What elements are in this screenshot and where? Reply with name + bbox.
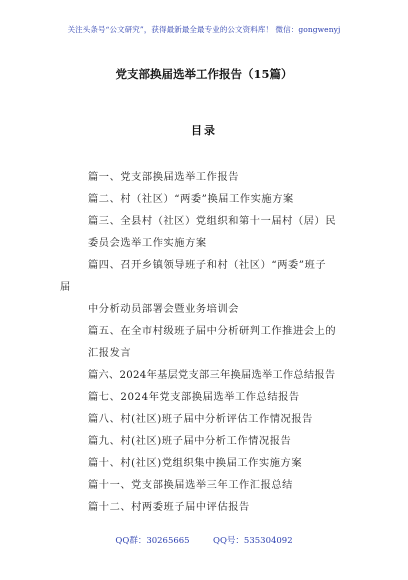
- toc-entry-11[interactable]: 篇十一、党支部换届选举三年工作汇报总结: [88, 480, 293, 491]
- toc-entry-4-cont[interactable]: 届: [60, 282, 71, 293]
- toc-entry-9[interactable]: 篇九、村(社区)班子届中分析工作情况报告: [88, 436, 292, 447]
- toc-entry-4[interactable]: 篇四、召开乡镇领导班子和村（社区）“两委”班子: [88, 260, 327, 271]
- qq-number-text: QQ号：535304092: [213, 536, 293, 546]
- qq-group-text: QQ群：30265665: [115, 536, 190, 546]
- contact-footer: [0, 534, 408, 546]
- toc-entry-6[interactable]: 篇六、2024年基层党支部三年换届选举工作总结报告: [88, 370, 336, 381]
- toc-entry-7[interactable]: 篇七、2024年党支部换届选举工作总结报告: [88, 392, 300, 403]
- toc-entry-5[interactable]: 篇五、在全市村级班子届中分析研判工作推进会上的: [88, 326, 337, 337]
- toc-entry-3[interactable]: 篇三、全县村（社区）党组织和第十一届村（居）民: [88, 216, 337, 227]
- document-title: 党支部换届选举工作报告（15篇）: [115, 67, 293, 81]
- promo-banner[interactable]: 关注头条号“公文研究”，获得最新最全最专业的公文资料库！ 微信：gongwenyj: [67, 25, 341, 34]
- toc-entry-4-cont2[interactable]: 中分析动员部署会暨业务培训会: [88, 304, 240, 315]
- toc-entry-12[interactable]: 篇十二、村两委班子届中评估报告: [88, 502, 250, 513]
- toc-heading: 目录: [191, 124, 217, 137]
- toc-entry-10[interactable]: 篇十、村(社区)党组织集中换届工作实施方案: [88, 458, 303, 469]
- toc-entry-2[interactable]: 篇二、村（社区）“两委”换届工作实施方案: [88, 194, 294, 205]
- toc-entry-5-cont[interactable]: 汇报发言: [88, 348, 132, 359]
- toc-entry-3-cont[interactable]: 委员会选举工作实施方案: [88, 238, 207, 249]
- toc-entry-1[interactable]: 篇一、党支部换届选举工作报告: [88, 172, 240, 183]
- toc-entry-8[interactable]: 篇八、村(社区)班子届中分析评估工作情况报告: [88, 414, 313, 425]
